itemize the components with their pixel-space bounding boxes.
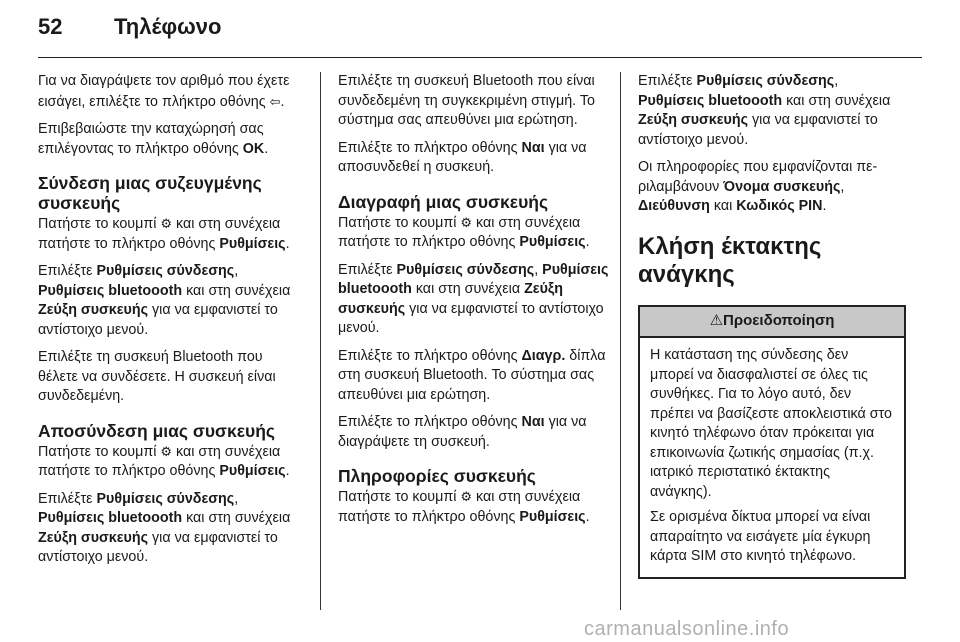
paragraph: Επιλέξτε το πλήκτρο οθόνης Ναι για να αποσυνδεθεί η συσκευή.: [338, 139, 587, 175]
page-number: 52: [38, 14, 63, 39]
paragraph: Επιλέξτε το πλήκτρο οθόνης Διαγρ. δίπλα στη συσκευή Bluetooth. Το σύστημα σας απευθύνει μια ερώτηση.: [338, 347, 606, 403]
paragraph: Πατήστε το κουμπί ⚙ και στη συνέχεια πατήστε το πλήκτρο οθόνης Ρυθμίσεις.: [338, 214, 590, 250]
watermark: carmanualsonline.info: [584, 618, 790, 640]
column-2: [338, 72, 610, 535]
warning-box: [638, 305, 906, 579]
paragraph: Οι πληροφορίες που εμφανίζονται περιλαμβάνουν Όνομα συσκευής, Διεύθυνση και Κωδικός PIN.: [638, 159, 878, 214]
warning-body: [640, 338, 904, 577]
paragraph: Επιλέξτε Ρυθμίσεις σύνδεσης, Ρυθμίσεις bluetoooth και στη συνέχεια Ζεύξη συσκευής για να εμφανιστεί το αντίστοιχο μενού.: [38, 490, 291, 565]
column-divider-1: [320, 72, 321, 610]
column-1: [38, 72, 306, 576]
paragraph-delete-number: Για να διαγράψετε τον αριθμό που έχετε εισάγει, επιλέξτε το πλήκτρο οθόνης ⇦.: [38, 73, 290, 110]
paragraph: Επιλέξτε Ρυθμίσεις σύνδεσης, Ρυθμίσεις bluetoooth και στη συνέχεια Ζεύξη συσκευής για να εμφανιστεί το αντίστοιχο μενού.: [338, 261, 609, 336]
section-title-delete: Διαγραφή μιας συσκευής: [338, 191, 549, 212]
page-header: [38, 14, 221, 50]
header-rule: [38, 57, 922, 58]
section-title-connect: Σύνδεση μιας συζευγμένης συσκευής: [38, 173, 262, 213]
backspace-icon: ⇦: [269, 93, 281, 109]
paragraph: Επιλέξτε το πλήκτρο οθόνης Ναι για να διαγράψετε τη συσκευή.: [338, 414, 587, 450]
paragraph: Επιλέξτε τη συσκευή Bluetooth που θέλετε να συνδέσετε. Η συσκευή είναι συνδεδεμένη.: [38, 349, 276, 404]
warning-paragraph: Σε ορισμένα δίκτυα μπορεί να είναι απαραίτητο να εισάγετε μία έγκυρη κάρτα SIM στο κινητό τηλέφωνο.: [650, 509, 871, 564]
section-title-disconnect: Αποσύνδεση μιας συσκευής: [38, 420, 276, 441]
paragraph-confirm: Επιβεβαιώστε την καταχώρησή σας επιλέγοντας το πλήκτρο οθόνης OK.: [38, 121, 269, 157]
ok-key-label: OK: [242, 140, 265, 157]
warning-header: [640, 307, 904, 339]
paragraph: Επιλέξτε Ρυθμίσεις σύνδεσης, Ρυθμίσεις bluetoooth και στη συνέχεια Ζεύξη συσκευής για να εμφανιστεί το αντίστοιχο μενού.: [638, 73, 891, 148]
settings-button-icon: ⚙: [460, 214, 473, 230]
paragraph: Πατήστε το κουμπί ⚙ και στη συνέχεια πατήστε το πλήκτρο οθόνης Ρυθμίσεις.: [38, 443, 290, 479]
section-title-emergency-call: Κλήση έκτακτης ανάγκης: [638, 232, 822, 288]
warning-title: Προειδοποίηση: [723, 311, 835, 329]
column-divider-2: [620, 72, 621, 610]
warning-paragraph: Η κατάσταση της σύνδεσης δεν μπορεί να διασφαλιστεί σε όλες τις συνθήκες. Για το λόγο αυτό, δεν πρέπει να βασίζεστε αποκλειστικά στο κινητό τηλέφωνο όταν πρόκειται για επικοινωνία ζωτικής σημασίας (π.χ. ιατρικό περιστατικό έκτακτης ανάγκης).: [650, 347, 892, 500]
warning-icon: ⚠: [709, 311, 724, 329]
settings-button-icon: ⚙: [160, 216, 173, 231]
settings-button-icon: ⚙: [460, 489, 473, 504]
paragraph: Επιλέξτε Ρυθμίσεις σύνδεσης, Ρυθμίσεις bluetoooth και στη συνέχεια Ζεύξη συσκευής για να εμφανιστεί το αντίστοιχο μενού.: [38, 263, 291, 338]
settings-button-icon: ⚙: [160, 443, 173, 459]
paragraph: Επιλέξτε τη συσκευή Bluetooth που είναι συνδεδεμένη τη συγκεκριμένη στιγμή. Το σύστημα σας απευθύνει μια ερώτηση.: [338, 73, 595, 128]
page-title: Τηλέφωνο: [114, 14, 222, 39]
paragraph: Πατήστε το κουμπί ⚙ και στη συνέχεια πατήστε το πλήκτρο οθόνης Ρυθμίσεις.: [338, 489, 590, 525]
column-3: [638, 72, 906, 579]
paragraph: Πατήστε το κουμπί ⚙ και στη συνέχεια πατήστε το πλήκτρο οθόνης Ρυθμίσεις.: [38, 216, 290, 252]
section-title-device-info: Πληροφορίες συσκευής: [338, 466, 536, 486]
